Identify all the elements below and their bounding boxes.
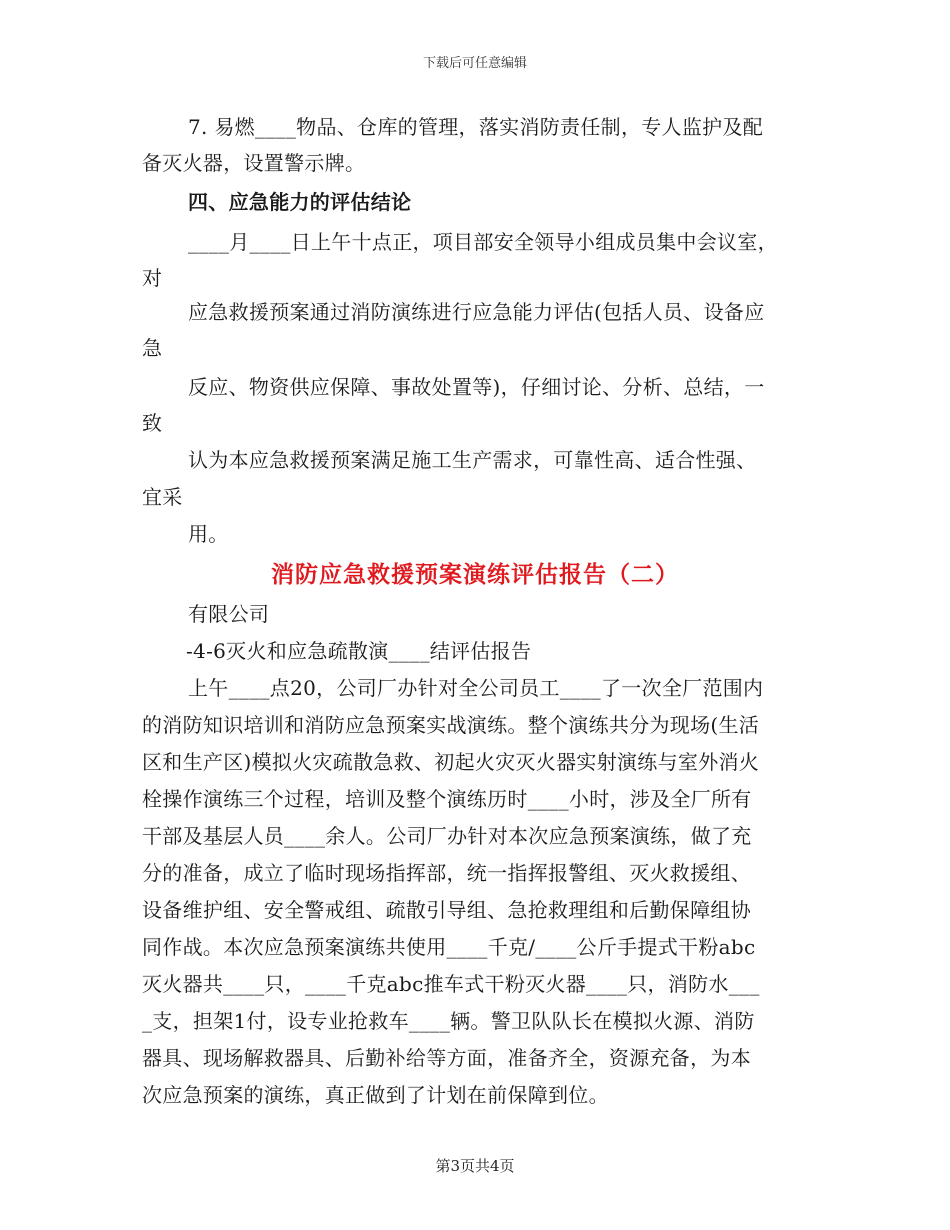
section-heading: 四、应急能力的评估结论: [188, 190, 412, 214]
report-para-line: 栓操作演练三个过程，培训及整个演练历时____小时，涉及全厂所有: [142, 787, 752, 811]
report-para-line: 干部及基层人员____余人。公司厂办针对本次应急预案演练，做了充: [142, 824, 752, 848]
report-para-line: 区和生产区)模拟火灾疏散急救、初起火灾灭火器实射演练与室外消火: [142, 750, 760, 774]
report-para-line: 的消防知识培训和消防应急预案实战演练。整个演练共分为现场(生活: [142, 713, 760, 737]
report-para-line: 次应急预案的演练，真正做到了计划在前保障到位。: [142, 1083, 609, 1107]
report-para-line: 灭火器共____只，____千克abc推车式干粉灭火器____只，消防水___: [142, 972, 760, 996]
report-subtitle: -4-6灭火和应急疏散演____结评估报告: [186, 639, 532, 663]
conclusion-line: 用。: [188, 522, 229, 546]
report-para-line: 分的准备，成立了临时现场指挥部，统一指挥报警组、灭火救援组、: [142, 861, 751, 885]
report-para-line: _支，担架1付，设专业抢救车____辆。警卫队队长在模拟火源、消防: [142, 1009, 755, 1033]
conclusion-line: 急: [142, 336, 163, 360]
report-para-line: 上午____点20，公司厂办针对全公司员工____了一次全厂范围内: [188, 676, 764, 700]
page-header: 下载后可任意编辑: [422, 56, 527, 71]
company-line: 有限公司: [188, 602, 270, 626]
report-para-line: 设备维护组、安全警戒组、疏散引导组、急抢救理组和后勤保障组协: [142, 898, 751, 922]
report-title: 消防应急救援预案演练评估报告（二）: [271, 561, 679, 588]
report-para-line: 器具、现场解救器具、后勤补给等方面，准备齐全，资源充备，为本: [142, 1046, 751, 1070]
item-7-line-2: 备灭火器，设置警示牌。: [142, 151, 366, 175]
report-para-line: 同作战。本次应急预案演练共使用____千克/____公斤手提式干粉abc: [142, 935, 756, 959]
conclusion-line: 致: [142, 411, 163, 435]
conclusion-line: 应急救援预案通过消防演练进行应急能力评估(包括人员、设备应: [188, 300, 765, 324]
page-footer: 第3页共4页: [435, 1157, 515, 1175]
conclusion-line: 对: [142, 266, 163, 290]
item-7-line-1: 7. 易燃____物品、仓库的管理，落实消防责任制，专人监护及配: [188, 115, 764, 139]
conclusion-line: ____月____日上午十点正，项目部安全领导小组成员集中会议室，: [188, 230, 778, 254]
conclusion-line: 反应、物资供应保障、事故处置等)，仔细讨论、分析、总结，一: [188, 375, 765, 399]
conclusion-line: 宜采: [142, 485, 183, 509]
conclusion-line: 认为本应急救援预案满足施工生产需求，可靠性高、适合性强、: [188, 448, 757, 472]
